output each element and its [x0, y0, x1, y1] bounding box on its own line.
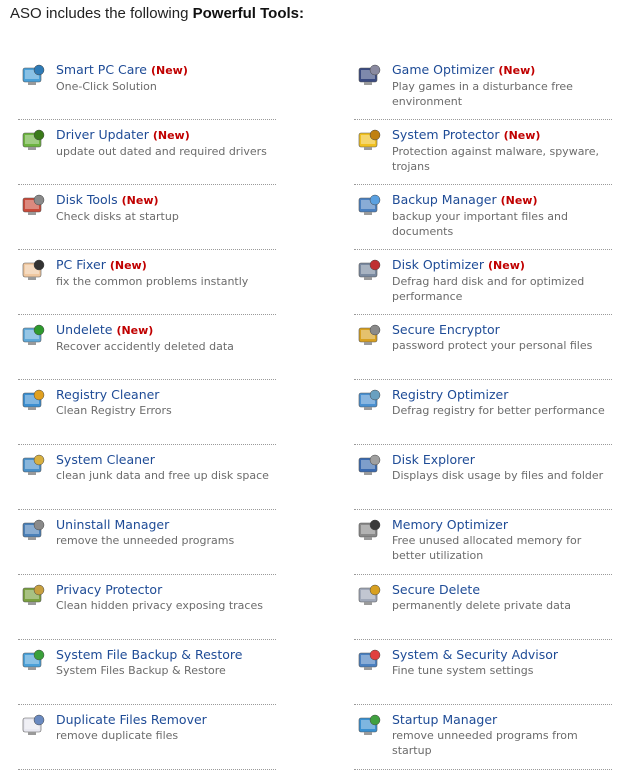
tool-text — [392, 517, 612, 563]
tool-item-disk-tools — [18, 185, 276, 250]
tool-text — [56, 62, 276, 94]
tool-description: Protection against malware, spyware, trojans — [392, 145, 599, 173]
tool-title[interactable]: Memory Optimizer — [392, 517, 508, 532]
tool-description: remove unneeded programs from startup — [392, 729, 578, 757]
tool-title[interactable]: Secure Delete — [392, 582, 481, 597]
tool-item-uninstall-manager — [18, 510, 276, 575]
new-badge: (New) — [503, 129, 541, 142]
tool-title-link[interactable] — [56, 647, 276, 663]
tool-title[interactable]: Uninstall Manager — [56, 517, 170, 532]
tool-title-link[interactable] — [392, 452, 612, 468]
tool-item-registry-cleaner — [18, 380, 276, 445]
tool-description: Clean Registry Errors — [56, 404, 172, 417]
tool-text — [56, 517, 276, 548]
tool-title[interactable]: System & Security Advisor — [392, 647, 559, 662]
tool-description: fix the common problems instantly — [56, 275, 249, 288]
tool-title-link[interactable] — [56, 257, 276, 274]
disk-tools-icon[interactable] — [20, 192, 46, 218]
registry-cleaner-icon[interactable] — [20, 387, 46, 413]
tool-item-system-protector — [354, 120, 612, 185]
tool-item-disk-explorer — [354, 445, 612, 510]
tool-item-secure-encryptor — [354, 315, 612, 380]
tool-title[interactable]: Privacy Protector — [56, 582, 163, 597]
tool-description: Displays disk usage by files and folder — [392, 469, 604, 482]
tool-title-link[interactable] — [56, 712, 276, 728]
tool-title[interactable]: Smart PC Care — [56, 62, 147, 77]
tool-description: Defrag registry for better performance — [392, 404, 605, 417]
tool-text — [392, 647, 612, 678]
registry-optimizer-icon[interactable] — [356, 387, 382, 413]
system-file-backup-icon[interactable] — [20, 647, 46, 673]
tool-title-link[interactable] — [56, 192, 276, 209]
tool-item-backup-manager — [354, 185, 612, 250]
new-badge: (New) — [116, 324, 154, 337]
startup-manager-icon[interactable] — [356, 712, 382, 738]
tool-item-privacy-protector — [18, 575, 276, 640]
tool-description: Fine tune system settings — [392, 664, 534, 677]
tool-title[interactable]: System File Backup & Restore — [56, 647, 243, 662]
tool-item-driver-updater — [18, 120, 276, 185]
tool-title-link[interactable] — [392, 192, 612, 209]
tool-title-link[interactable] — [56, 387, 276, 403]
system-cleaner-icon[interactable] — [20, 452, 46, 478]
tool-text — [392, 387, 612, 418]
new-badge: (New) — [109, 259, 147, 272]
tool-item-undelete — [18, 315, 276, 380]
tool-description: clean junk data and free up disk space — [56, 469, 269, 482]
tool-title[interactable]: PC Fixer — [56, 257, 106, 272]
game-optimizer-icon[interactable] — [356, 62, 382, 88]
tool-item-smart-pc-care — [18, 55, 276, 120]
tool-title[interactable]: Backup Manager — [392, 192, 497, 207]
tool-text — [56, 712, 276, 743]
tool-text — [392, 322, 612, 353]
tool-item-system-file-backup-restore — [18, 640, 276, 705]
tool-text — [56, 387, 276, 418]
tool-title-link[interactable] — [392, 127, 612, 144]
uninstall-manager-icon[interactable] — [20, 517, 46, 543]
tool-text — [392, 62, 612, 109]
tool-text — [56, 192, 276, 224]
tool-text — [392, 192, 612, 239]
tool-title[interactable]: Startup Manager — [392, 712, 498, 727]
left-tools-column — [18, 55, 276, 770]
tool-title[interactable]: Driver Updater — [56, 127, 149, 142]
tool-item-secure-delete — [354, 575, 612, 640]
tool-title-link[interactable] — [392, 62, 612, 79]
duplicate-files-icon[interactable] — [20, 712, 46, 738]
tool-title-link[interactable] — [56, 452, 276, 468]
tool-text — [56, 322, 276, 354]
heading-prefix: ASO includes the following — [10, 5, 193, 22]
tool-description: System Files Backup & Restore — [56, 664, 226, 677]
tool-text — [392, 582, 612, 613]
tool-title-link[interactable] — [392, 257, 612, 274]
tool-description: Recover accidently deleted data — [56, 340, 234, 353]
tool-title-link[interactable] — [392, 582, 612, 598]
tool-item-disk-optimizer — [354, 250, 612, 315]
disk-explorer-icon[interactable] — [356, 452, 382, 478]
tool-description: Play games in a disturbance free environment — [392, 80, 573, 108]
tool-text — [56, 127, 276, 159]
tool-item-system-cleaner — [18, 445, 276, 510]
tool-title[interactable]: System Cleaner — [56, 452, 155, 467]
tool-item-registry-optimizer — [354, 380, 612, 445]
right-tools-column — [354, 55, 612, 770]
tool-title[interactable]: Undelete — [56, 322, 113, 337]
tool-title[interactable]: Registry Cleaner — [56, 387, 160, 402]
tool-text — [392, 452, 612, 483]
driver-updater-icon[interactable] — [20, 127, 46, 153]
tool-title[interactable]: Secure Encryptor — [392, 322, 500, 337]
tool-title-link[interactable] — [392, 322, 612, 338]
disk-optimizer-icon[interactable] — [356, 257, 382, 283]
tool-title[interactable]: Game Optimizer — [392, 62, 495, 77]
tool-item-game-optimizer — [354, 55, 612, 120]
tool-title-link[interactable] — [392, 712, 612, 728]
new-badge: (New) — [152, 129, 190, 142]
tool-text — [392, 712, 612, 758]
secure-delete-icon[interactable] — [356, 582, 382, 608]
tool-title-link[interactable] — [56, 127, 276, 144]
smart-pc-care-icon[interactable] — [20, 62, 46, 88]
tool-title-link[interactable] — [392, 517, 612, 533]
backup-manager-icon[interactable] — [356, 192, 382, 218]
new-badge: (New) — [150, 64, 188, 77]
tool-item-pc-fixer — [18, 250, 276, 315]
new-badge: (New) — [500, 194, 538, 207]
tool-description: Clean hidden privacy exposing traces — [56, 599, 263, 612]
tool-item-duplicate-files-remover — [18, 705, 276, 770]
tool-item-memory-optimizer — [354, 510, 612, 575]
tool-description: remove the unneeded programs — [56, 534, 235, 547]
tool-text — [392, 127, 612, 174]
tool-text — [56, 257, 276, 289]
system-protector-icon[interactable] — [356, 127, 382, 153]
undelete-icon[interactable] — [20, 322, 46, 348]
tool-description: password protect your personal files — [392, 339, 593, 352]
page-heading — [10, 5, 304, 22]
tool-description: One-Click Solution — [56, 80, 157, 93]
tool-title[interactable]: System Protector — [392, 127, 500, 142]
pc-fixer-icon[interactable] — [20, 257, 46, 283]
tool-text — [56, 647, 276, 678]
tool-item-startup-manager — [354, 705, 612, 770]
tool-title[interactable]: Disk Optimizer — [392, 257, 485, 272]
tool-title[interactable]: Registry Optimizer — [392, 387, 509, 402]
secure-encryptor-icon[interactable] — [356, 322, 382, 348]
tool-title[interactable]: Disk Explorer — [392, 452, 475, 467]
tool-title-link[interactable] — [392, 387, 612, 403]
tool-description: Free unused allocated memory for better utilization — [392, 534, 582, 562]
tool-text — [392, 257, 612, 304]
tool-title-link[interactable] — [56, 582, 276, 598]
tool-text — [56, 582, 276, 613]
privacy-protector-icon[interactable] — [20, 582, 46, 608]
tool-description: update out dated and required drivers — [56, 145, 267, 158]
tool-item-system-security-advisor — [354, 640, 612, 705]
new-badge: (New) — [488, 259, 525, 272]
tool-description: Check disks at startup — [56, 210, 179, 223]
tool-title-link[interactable] — [56, 322, 276, 339]
new-badge: (New) — [121, 194, 159, 207]
memory-optimizer-icon[interactable] — [356, 517, 382, 543]
tool-description: remove duplicate files — [56, 729, 179, 742]
tool-title[interactable]: Disk Tools — [56, 192, 118, 207]
tool-description: Defrag hard disk and for optimized performance — [392, 275, 585, 303]
tool-description: permanently delete private data — [392, 599, 571, 612]
tool-title[interactable]: Duplicate Files Remover — [56, 712, 207, 727]
heading-bold: Powerful Tools: — [192, 5, 304, 22]
tool-text — [56, 452, 276, 483]
tool-title-link[interactable] — [56, 517, 276, 533]
tool-title-link[interactable] — [56, 62, 276, 79]
system-advisor-icon[interactable] — [356, 647, 382, 673]
tool-title-link[interactable] — [392, 647, 612, 663]
new-badge: (New) — [498, 64, 536, 77]
tool-description: backup your important files and documents — [392, 210, 568, 238]
